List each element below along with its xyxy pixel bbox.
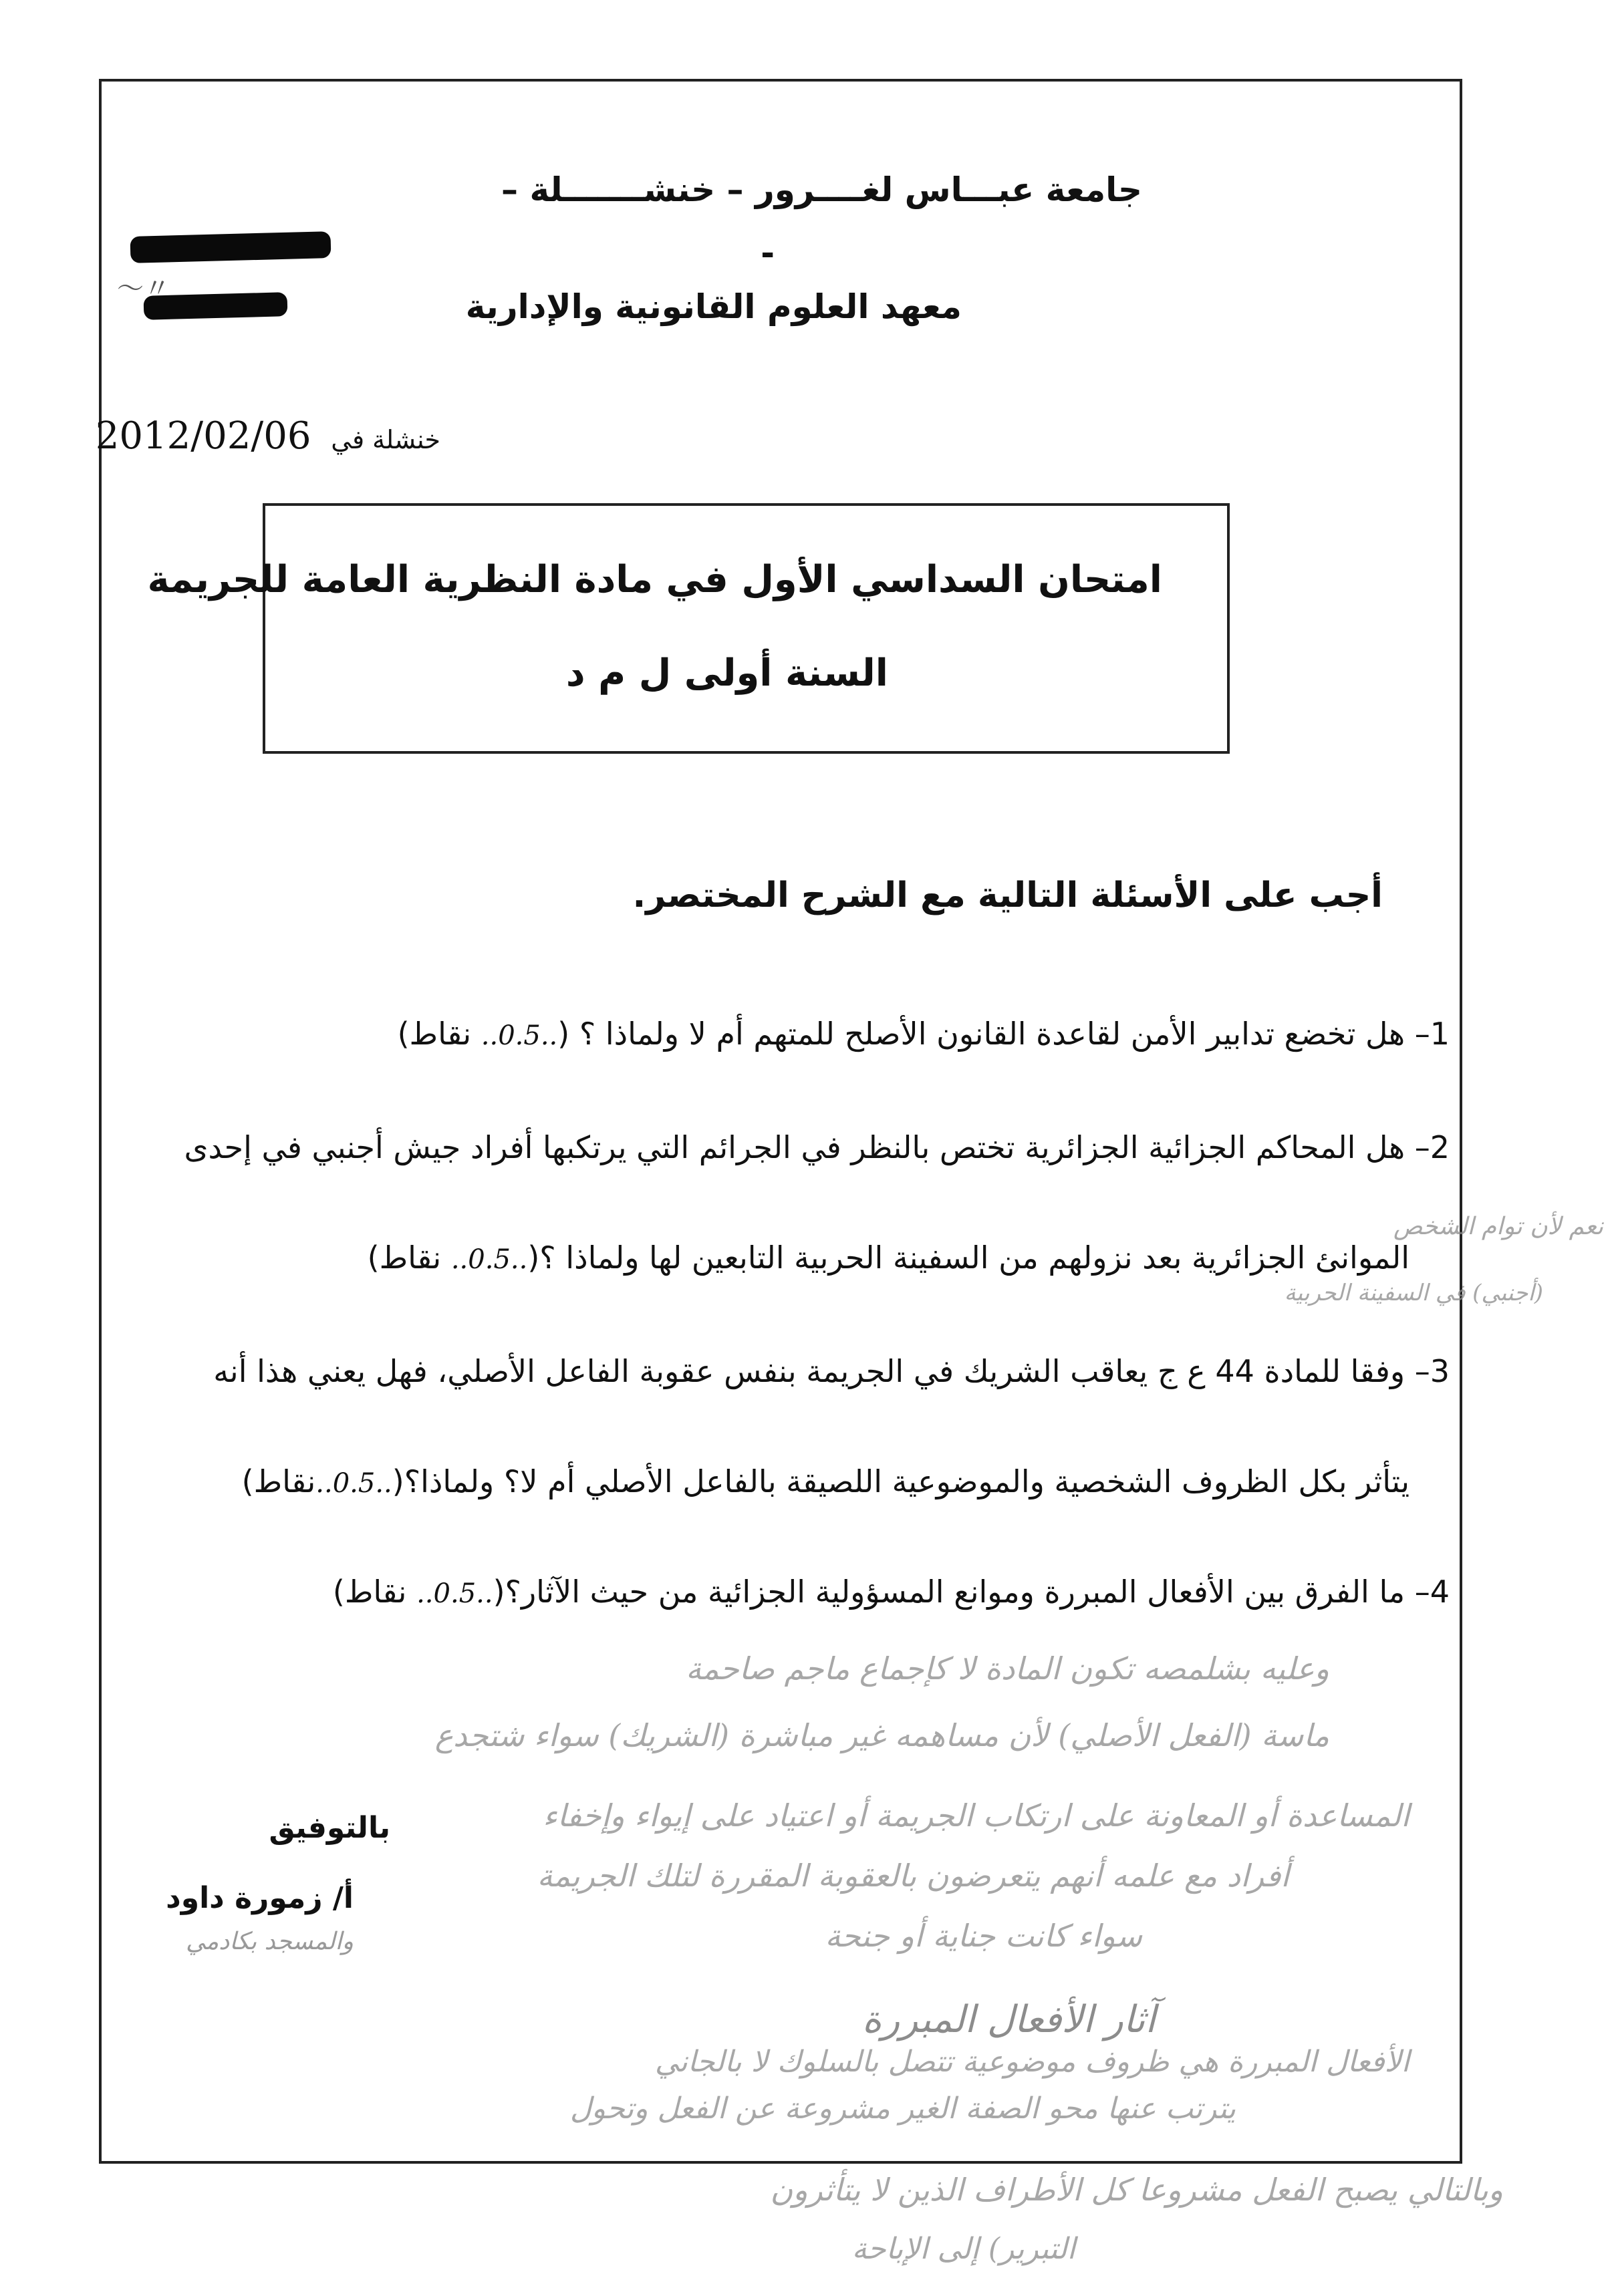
exam-title: امتحان السداسي الأول في مادة النظرية العامة للجريمة bbox=[147, 558, 1162, 601]
question-points: ..0.5.. bbox=[481, 1020, 558, 1051]
closing-note: بالتوفيق bbox=[269, 1811, 390, 1845]
handwritten-answer-heading: آثار الأفعال المبررة bbox=[861, 1998, 1156, 2041]
redaction-scribble: 〜〃 bbox=[117, 273, 170, 304]
question-text: يتأثر بكل الظروف الشخصية والموضوعية اللصيقة بالفاعل الأصلي أم لا؟ ولماذا؟( bbox=[392, 1463, 1410, 1499]
handwritten-answer-line: ماسة (الفعل الأصلي) لأن مساهمه غير مباشرة (الشريك) سواء شتجدع bbox=[434, 1717, 1329, 1753]
date-city: خنشلة في bbox=[331, 425, 440, 454]
handwritten-margin-note: نعم لأن توام الشخص bbox=[1393, 1213, 1603, 1240]
signer-name: أ/ زمورة داود bbox=[166, 1881, 354, 1915]
redaction-bar bbox=[130, 231, 331, 263]
instruction: أجب على الأسئلة التالية مع الشرح المختصر. bbox=[632, 875, 1383, 915]
handwritten-answer-line: التبرير) إلى الإباحة bbox=[851, 2232, 1075, 2266]
page-frame bbox=[99, 79, 1462, 2164]
university-name: جامعة عبـــاس لغــــرور – خنشـــــــلة – bbox=[501, 170, 1142, 209]
question-points-unit: نقاط) bbox=[367, 1240, 451, 1276]
question-text: 1– هل تخضع تدابير الأمن لقاعدة القانون الأصلح للمتهم أم لا ولماذا ؟ ( bbox=[557, 1016, 1450, 1052]
question-4 bbox=[333, 1574, 1450, 1610]
question-1 bbox=[398, 1016, 1450, 1052]
handwritten-answer-line: أفراد مع علمه أنهم يتعرضون بالعقوبة المقررة لتلك الجريمة bbox=[537, 1858, 1289, 1894]
handwritten-answer-line: يترتب عنها محو الصفة الغير مشروعة عن الفعل وتحول bbox=[569, 2092, 1236, 2126]
handwritten-answer-line: وبالتالي يصبح الفعل مشروعا كل الأطراف الذين لا يتأثرون bbox=[770, 2172, 1503, 2208]
date-line bbox=[96, 414, 440, 458]
question-3-line-1 bbox=[213, 1353, 1450, 1389]
question-points-unit: نقاط) bbox=[332, 1574, 417, 1610]
question-points: ..0.5.. bbox=[416, 1578, 493, 1609]
question-text: 2– هل المحاكم الجزائية الجزائرية تختص بالنظر في الجرائم التي يرتكبها أفراد جيش أجنبي في إحدى bbox=[184, 1129, 1450, 1165]
handwritten-answer-line: الأفعال المبررة هي ظروف موضوعية تتصل بالسلوك لا بالجاني bbox=[654, 2045, 1410, 2079]
date-value: 2012/02/06 bbox=[95, 414, 311, 458]
handwritten-answer-line: سواء كانت جناية أو جنحة bbox=[825, 1918, 1142, 1954]
question-text: الموانئ الجزائرية بعد نزولهم من السفينة الحربية التابعين لها ولماذا ؟( bbox=[527, 1240, 1410, 1276]
question-points: ..0.5.. bbox=[315, 1468, 392, 1499]
question-text: 3– وفقا للمادة 44 ع ج يعاقب الشريك في الجريمة بنفس عقوبة الفاعل الأصلي، فهل يعني هذا أنه bbox=[213, 1353, 1450, 1389]
handwritten-answer-line: وعليه بشلمصه تكون المادة لا كإجماع ماجم صاحمة bbox=[686, 1651, 1329, 1687]
question-2-line-1 bbox=[184, 1129, 1450, 1165]
question-text: 4– ما الفرق بين الأفعال المبررة وموانع المسؤولية الجزائية من حيث الآثار؟( bbox=[493, 1574, 1450, 1610]
handwritten-margin-note: (أجنبي) في السفينة الحربية bbox=[1284, 1280, 1543, 1306]
question-points-unit: نقاط) bbox=[241, 1463, 316, 1499]
question-points: ..0.5.. bbox=[450, 1244, 528, 1275]
handwritten-signature: والمسجد بكادمي bbox=[185, 1928, 354, 1955]
exam-title-box bbox=[263, 503, 1230, 754]
question-3-line-2 bbox=[242, 1463, 1410, 1499]
handwritten-answer-line: المساعدة أو المعاونة على ارتكاب الجريمة أو اعتياد على إيواء وإخفاء bbox=[543, 1798, 1410, 1834]
institute-name: معهد العلوم القانونية والإدارية bbox=[465, 287, 962, 326]
header-dash: - bbox=[761, 234, 775, 273]
question-points-unit: نقاط) bbox=[397, 1016, 481, 1052]
question-2-line-2 bbox=[368, 1240, 1410, 1276]
exam-year: السنة أولى ل م د bbox=[565, 652, 888, 695]
